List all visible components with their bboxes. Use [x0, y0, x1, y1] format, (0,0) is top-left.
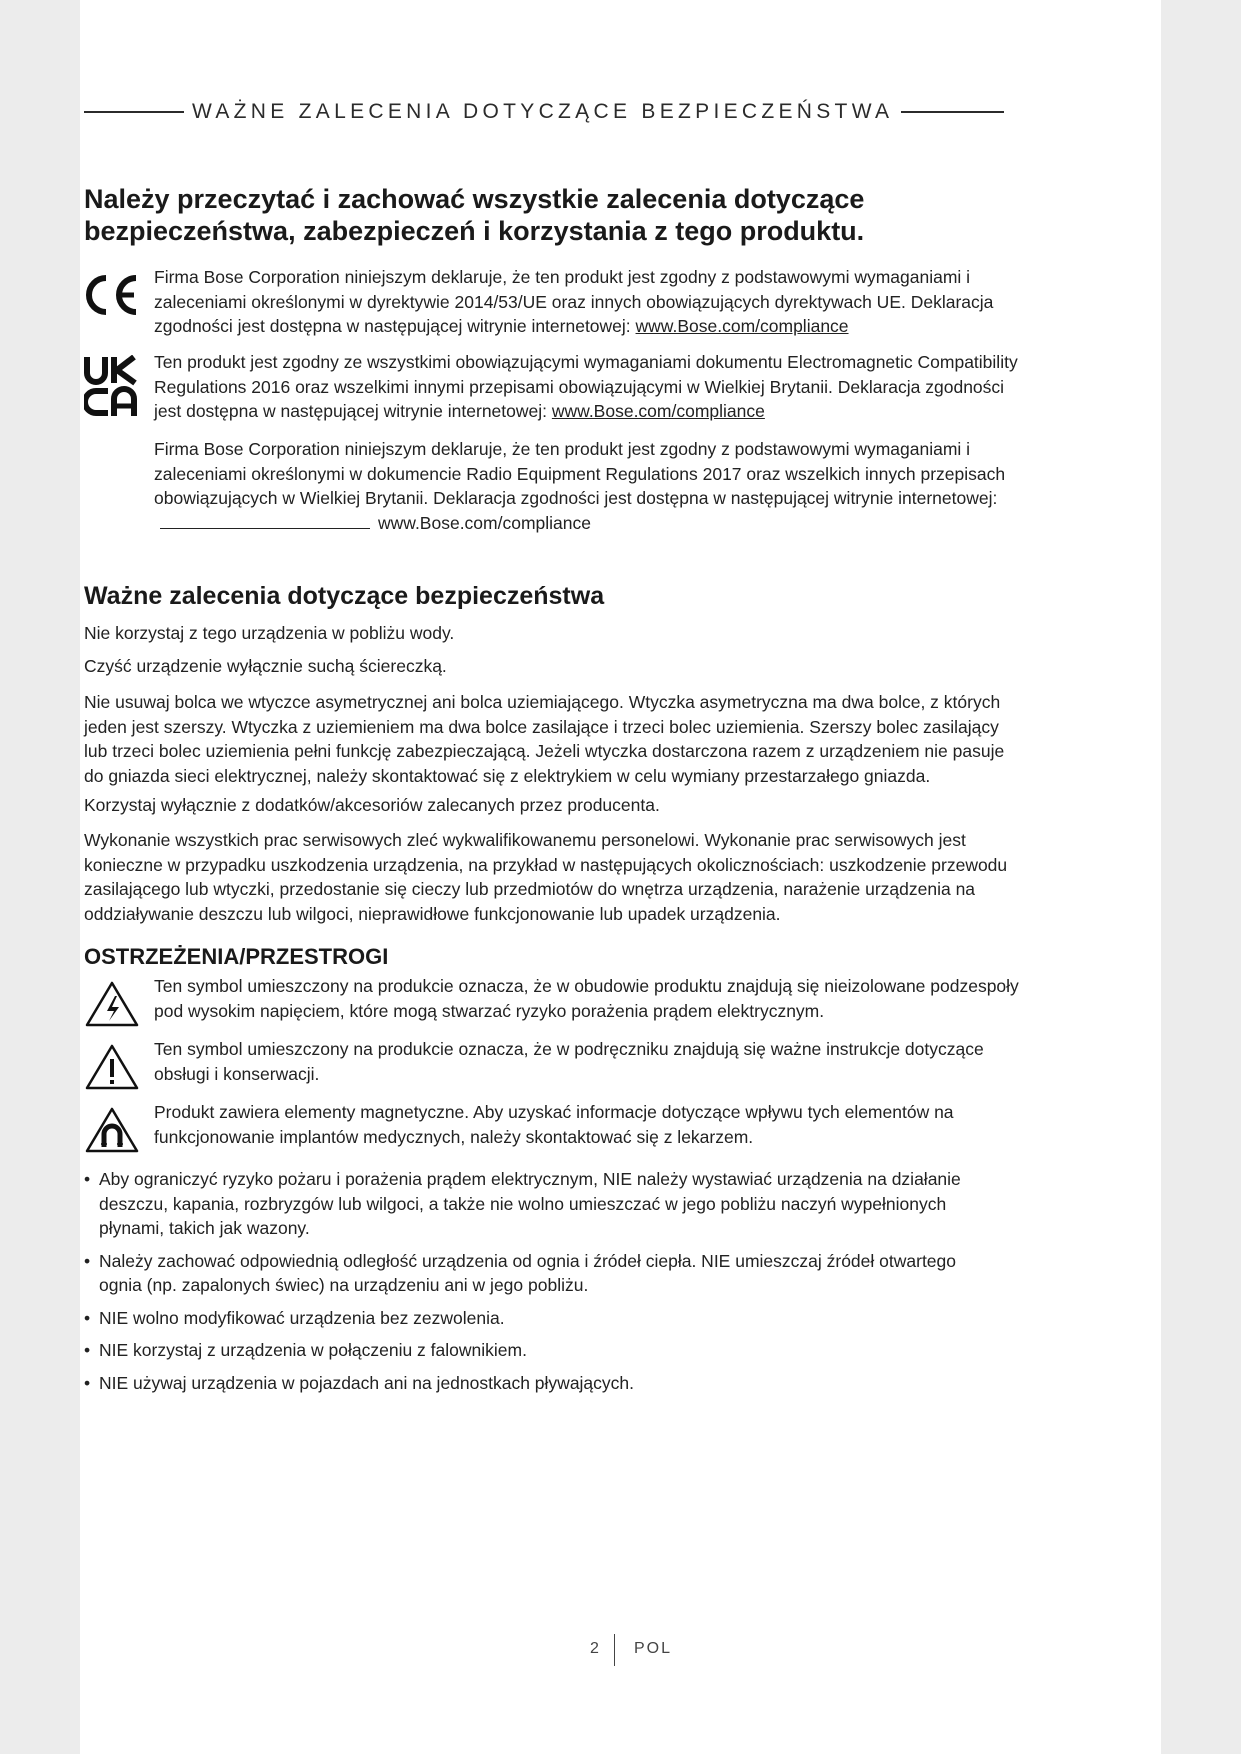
safety-paragraph-1: Nie korzystaj z tego urządzenia w pobliżu wody.	[84, 623, 455, 643]
ukca-mark-icon	[84, 355, 140, 419]
high-voltage-icon	[84, 980, 140, 1028]
warning-symbol-text: Ten symbol umieszczony na produkcie oznacza, że w obudowie produktu znajdują się nieizolowane podzespoły pod wysokim napięciem, które mogą stwarzać ryzyko porażenia prądem elektrycznym.	[154, 976, 1019, 1021]
ce-mark-icon	[84, 272, 142, 318]
ce-compliance-block	[84, 267, 1014, 345]
ukca-compliance-link[interactable]: www.Bose.com/compliance	[551, 401, 765, 421]
ukca-radio-text	[154, 437, 1019, 535]
magnet-icon	[84, 1106, 140, 1154]
safety-paragraph-5: Wykonanie wszystkich prac serwisowych zleć wykwalifikowanemu personelowi. Wykonanie prac serwisowych jest konieczne w przypadku uszkodzenia urządzenia, na przykład w następujących okolicznościach: uszkodzenie przewodu zasilającego lub wtyczki, przedostanie się cieczy lub przedmiotów do wnętrza urządzenia, narażenie urządzenia na oddziaływanie deszczu lub wilgoci, nieprawidłowe funkcjonowanie lub upadek urządzenia.	[84, 830, 1008, 924]
warning-bullet: • Aby ograniczyć ryzyko pożaru i porażenia prądem elektrycznym, NIE należy wystawiać urządzenia na działanie deszczu, kapania, rozbryzgów lub wilgoci, a także nie wolno umieszczać w jego pobliżu naczyń wypełnionych płynami, takich jak wazony.	[84, 1167, 984, 1241]
page-number: 2	[590, 1640, 601, 1657]
safety-section-title: Ważne zalecenia dotyczące bezpieczeństwa	[84, 582, 605, 610]
language-code: POL	[634, 1640, 673, 1657]
warning-symbol-text: Produkt zawiera elementy magnetyczne. Aby uzyskać informacje dotyczące wpływu tych elementów na funkcjonowanie implantów medycznych, należy skontaktować się z lekarzem.	[154, 1102, 954, 1147]
warning-bullet: • NIE wolno modyfikować urządzenia bez zezwolenia.	[84, 1306, 984, 1331]
ukca-compliance-block	[84, 352, 1018, 535]
header-title: WAŻNE ZALECENIA DOTYCZĄCE BEZPIECZEŃSTWA	[192, 100, 894, 123]
ukca-text	[154, 350, 1019, 424]
intro-title: Należy przeczytać i zachować wszystkie zalecenia dotyczące bezpieczeństwa, zabezpieczeń i korzystania z tego produktu.	[84, 184, 865, 246]
ce-text-body: Firma Bose Corporation niniejszym deklaruje, że ten produkt jest zgodny z podstawowymi wymaganiami i zaleceniami określonymi w dyrektywie 2014/53/UE oraz innych obowiązujących dyrektywach UE. Deklaracja zgodności jest dostępna w następującej witrynie internetowej:	[154, 267, 994, 336]
warning-symbol-row	[84, 1103, 1014, 1158]
warning-bullet: • Należy zachować odpowiednią odległość urządzenia od ognia i źródeł ciepła. NIE umieszczaj źródeł otwartego ognia (np. zapalonych świec) na urządzeniu ani w jego pobliżu.	[84, 1249, 984, 1298]
safety-paragraph-2: Czyść urządzenie wyłącznie suchą ściereczką.	[84, 656, 447, 676]
safety-paragraph-4: Korzystaj wyłącznie z dodatków/akcesoriów zalecanych przez producenta.	[84, 795, 660, 815]
ukca-text-body: Ten produkt jest zgodny ze wszystkimi obowiązującymi wymaganiami dokumentu Electromagnetic Compatibility Regulations 2016 oraz wszelkimi innymi przepisami obowiązującymi w Wielkiej Brytanii. Deklaracja zgodności jest dostępna w następującej witrynie internetowej:	[154, 352, 1018, 421]
warning-symbol-row	[84, 976, 1019, 1032]
warning-bullet: • NIE korzystaj z urządzenia w połączeniu z falownikiem.	[84, 1338, 984, 1363]
blank-line	[160, 512, 370, 529]
ukca-radio-text-body: Firma Bose Corporation niniejszym deklaruje, że ten produkt jest zgodny z podstawowymi wymaganiami i zaleceniami określonymi w dokumencie Radio Equipment Regulations 2017 oraz wszelkich innych przepisach obowiązujących w Wielkiej Brytanii. Deklaracja zgodności jest dostępna w następującej witrynie internetowej:	[154, 439, 1006, 508]
footer-divider	[614, 1634, 615, 1666]
ce-text	[154, 265, 1019, 339]
warning-symbol-text: Ten symbol umieszczony na produkcie oznacza, że w podręczniku znajdują się ważne instrukcje dotyczące obsługi i konserwacji.	[154, 1039, 984, 1084]
ukca-radio-link: www.Bose.com/compliance	[378, 512, 591, 533]
header-rule-left	[84, 111, 184, 113]
warning-bullet: • NIE używaj urządzenia w pojazdach ani na jednostkach pływających.	[84, 1371, 984, 1396]
safety-paragraph-3: Nie usuwaj bolca we wtyczce asymetrycznej ani bolca uziemiającego. Wtyczka asymetryczna ma dwa bolce, z których jeden jest szerszy. Wtyczka z uziemieniem ma dwa bolce zasilające i trzeci bolec uziemienia. Szerszy bolec zasilający lub trzeci bolec uziemienia pełni funkcję zabezpieczającą. Jeżeli wtyczka dostarczona razem z urządzeniem nie pasuje do gniazda sieci elektrycznej, należy skontaktować się z elektrykiem w celu wymiany przestarzałego gniazda.	[84, 692, 1005, 786]
warnings-title: OSTRZEŻENIA/PRZESTROGI	[84, 944, 389, 969]
warning-symbol-row	[84, 1040, 1014, 1095]
running-header	[84, 100, 1002, 124]
warnings-list	[84, 1167, 984, 1403]
header-rule-right	[901, 111, 1004, 113]
exclamation-icon	[84, 1043, 140, 1091]
ce-compliance-link[interactable]: www.Bose.com/compliance	[635, 316, 849, 336]
